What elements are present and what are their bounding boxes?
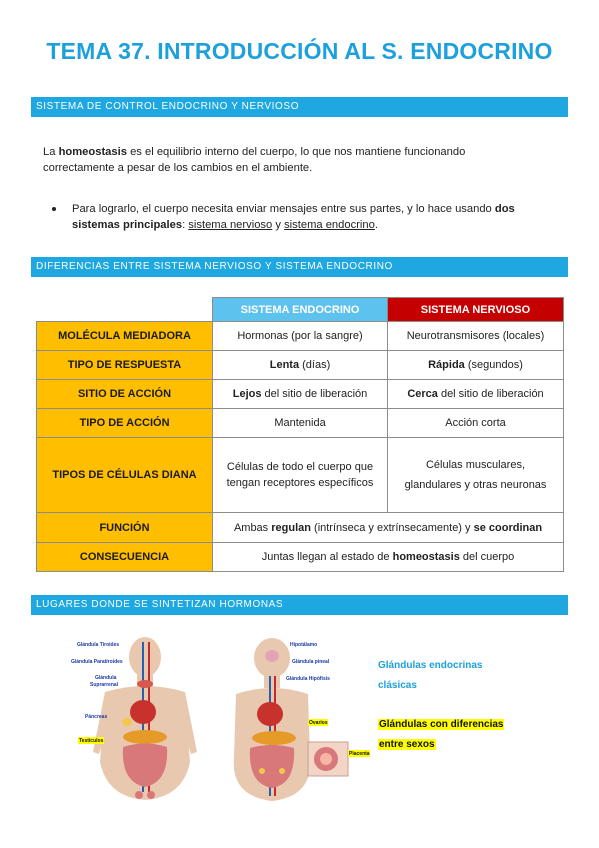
cell-nervioso [388, 380, 564, 409]
pancreas-shape [123, 730, 167, 744]
legend-endocrinas-line2: clásicas [378, 680, 417, 691]
link-sistema-nervioso: sistema nervioso [188, 219, 273, 231]
cell-bold: Lejos [232, 388, 262, 400]
link-sistema-endocrino: sistema endocrino [284, 219, 375, 231]
table-row [37, 513, 564, 543]
neck-shape [264, 674, 280, 688]
comparison-table [36, 297, 564, 572]
label-suprarrenal: Suprarrenal [90, 682, 119, 688]
cell-nervioso [388, 322, 564, 351]
cell-text: Células musculares, glandulares y otras neuronas [404, 459, 547, 491]
row-label: FUNCIÓN [37, 513, 213, 543]
header-sistema-endocrino: SISTEMA ENDOCRINO [213, 298, 388, 322]
testicle-shape [147, 791, 155, 799]
cell-endocrino [213, 322, 388, 351]
cell-bold: regulan [271, 521, 311, 534]
label-pancreas: Páncreas [85, 714, 108, 720]
legend-diferencias-line2: entre sexos [379, 739, 435, 750]
cell-nervioso [388, 351, 564, 380]
cell-text: Mantenida [274, 417, 326, 429]
table-row [37, 409, 564, 438]
ovary-shape [259, 768, 265, 774]
cell-text: del sitio de liberación [437, 388, 544, 400]
label-placenta: Placenta [349, 751, 370, 757]
row-label: CONSECUENCIA [37, 543, 213, 572]
testicle-shape [135, 791, 143, 799]
cell-consecuencia [213, 543, 564, 572]
row-label: TIPOS DE CÉLULAS DIANA [37, 438, 213, 513]
cell-endocrino [213, 409, 388, 438]
cell-text: del sitio de liberación [261, 388, 368, 400]
section-heading-diferencias: DIFERENCIAS ENTRE SISTEMA NERVIOSO Y SISTEMA ENDOCRINO [31, 257, 568, 277]
cell-text: Acción corta [445, 417, 506, 429]
cell-bold: Lenta [269, 359, 300, 371]
cell-text: Células de todo el cuerpo que tengan receptores específicos [226, 461, 374, 489]
table-row [37, 543, 564, 572]
heart-shape [130, 700, 156, 724]
homeostasis-paragraph [43, 144, 513, 176]
cell-endocrino [213, 351, 388, 380]
label-testiculos: Testículos [79, 738, 104, 744]
para-bold: homeostasis [58, 146, 127, 158]
bullet-item [52, 201, 542, 233]
table-row [37, 351, 564, 380]
label-ovarios: Ovarios [309, 720, 328, 726]
pancreas-shape [252, 731, 296, 745]
bullet-dot-icon [52, 207, 56, 211]
cell-text: Juntas llegan al estado de [261, 551, 393, 563]
section-heading-lugares: LUGARES DONDE SE SINTETIZAN HORMONAS [31, 595, 568, 615]
section-heading-control: SISTEMA DE CONTROL ENDOCRINO Y NERVIOSO [31, 97, 568, 117]
bullet-pre: Para lograrlo, el cuerpo necesita enviar mensajes entre sus partes, y lo hace usando [72, 203, 495, 215]
adrenal-shape [122, 718, 132, 726]
cell-bold: se coordinan [473, 521, 543, 534]
cell-nervioso [388, 438, 564, 513]
brain-shape [265, 650, 279, 662]
male-endocrine-figure [65, 632, 215, 802]
label-pineal: Glándula pineal [292, 659, 330, 665]
label-tiroides: Glándula Tiroides [77, 642, 120, 648]
label-hipofisis: Glándula Hipófisis [286, 676, 330, 682]
header-sistema-nervioso: SISTEMA NERVIOSO [388, 298, 564, 322]
cell-bold: homeostasis [392, 551, 460, 563]
table-row [37, 380, 564, 409]
cell-bold: Cerca [407, 388, 438, 400]
label-paratiroides: Glándula Paratiroides [71, 659, 123, 665]
cell-text: Neurotransmisores (locales) [406, 330, 545, 342]
cell-text: (segundos) [464, 359, 523, 371]
para-text: La [43, 146, 59, 158]
bullet-text [72, 201, 542, 233]
row-label: MOLÉCULA MEDIADORA [37, 322, 213, 351]
cell-text: Hormonas (por la sangre) [237, 330, 363, 342]
heart-shape [257, 702, 283, 726]
cell-funcion [213, 513, 564, 543]
cell-text: (intrínseca y extrínsecamente) y [310, 521, 474, 534]
cell-endocrino [213, 380, 388, 409]
head-shape [129, 637, 161, 677]
row-label: SITIO DE ACCIÓN [37, 380, 213, 409]
para-text: es el equilibrio interno del cuerpo, lo que nos mantiene funcionando correctamente a pesar de los cambios en el ambiente. [43, 146, 466, 174]
label-glandula: Glándula [95, 675, 117, 681]
page-title: TEMA 37. INTRODUCCIÓN AL S. ENDOCRINO [46, 38, 553, 64]
cell-endocrino [213, 438, 388, 513]
legend-diferencias-line1: Glándulas con diferencias [379, 719, 504, 730]
row-label: TIPO DE RESPUESTA [37, 351, 213, 380]
ovary-shape [279, 768, 285, 774]
thyroid-shape [137, 680, 153, 688]
table-corner [37, 298, 213, 322]
cell-text: (días) [299, 359, 331, 371]
bullet-end: . [374, 219, 378, 231]
table-row [37, 322, 564, 351]
table-row [37, 438, 564, 513]
cell-text: del cuerpo [459, 551, 515, 563]
row-label: TIPO DE ACCIÓN [37, 409, 213, 438]
cell-bold: Rápida [428, 359, 465, 371]
fetus-shape [320, 753, 332, 765]
label-hipotalamo: Hipotálamo [290, 642, 318, 648]
bullet-colon: : [182, 219, 189, 231]
legend-endocrinas-line1: Glándulas endocrinas [378, 660, 483, 671]
female-endocrine-figure [222, 636, 372, 806]
bullet-bold: dos sistemas principales [72, 203, 515, 231]
bullet-and: y [272, 219, 285, 231]
cell-nervioso [388, 409, 564, 438]
cell-text: Ambas [233, 521, 272, 534]
